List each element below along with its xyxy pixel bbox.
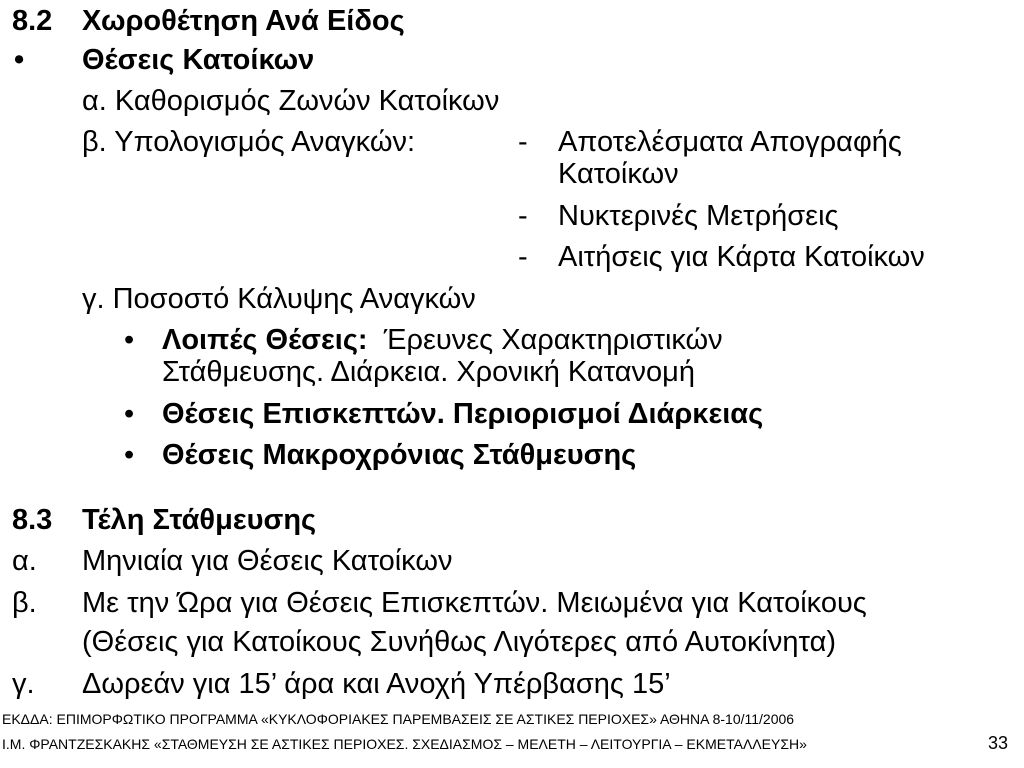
- item-needs-calculation: β. Υπολογισμός Αναγκών:: [82, 126, 416, 158]
- needs-source-census-cont: Κατοίκων: [558, 158, 679, 190]
- fee-item-marker: β.: [12, 587, 37, 619]
- fee-item-marker: α.: [12, 545, 37, 577]
- fee-item-marker: γ.: [12, 668, 35, 700]
- needs-source-census: Αποτελέσματα Απογραφής: [558, 126, 902, 158]
- fee-item-monthly: Μηνιαία για Θέσεις Κατοίκων: [82, 545, 453, 577]
- other-spaces-text-cont: Στάθμευσης. Διάρκεια. Χρονική Κατανομή: [162, 356, 695, 388]
- footer-author-line: Ι.Μ. ΦΡΑΝΤΖΕΣΚΑΚΗΣ «ΣΤΑΘΜΕΥΣΗ ΣΕ ΑΣΤΙΚΕΣ ΠΕΡΙΟΧΕΣ. ΣΧΕΔΙΑΣΜΟΣ – ΜΕΛΕΤΗ – ΛΕΙΤΟΥΡΓΙΑ – ΕΚΜΕΤΑΛΛΕΥΣΗ»: [2, 736, 807, 752]
- visitor-spaces: Θέσεις Επισκεπτών. Περιορισμοί Διάρκειας: [162, 398, 764, 430]
- other-spaces-text: Έρευνες Χαρακτηριστικών: [383, 324, 723, 356]
- other-spaces-label: Λοιπές Θέσεις:: [162, 324, 368, 356]
- resident-spaces-heading: Θέσεις Κατοίκων: [82, 44, 315, 76]
- item-coverage-rate: γ. Ποσοστό Κάλυψης Αναγκών: [82, 283, 476, 315]
- bullet-marker: •: [124, 324, 135, 356]
- page-number: 33: [988, 733, 1009, 753]
- needs-source-night-counts: Νυκτερινές Μετρήσεις: [558, 200, 839, 232]
- section-8-3-number: 8.3: [12, 504, 53, 536]
- bullet-marker: •: [124, 439, 135, 471]
- needs-source-permit-applications: Αιτήσεις για Κάρτα Κατοίκων: [558, 241, 925, 273]
- dash-marker: -: [518, 200, 528, 232]
- section-8-3-title: Τέλη Στάθμευσης: [82, 504, 317, 536]
- fee-item-free-period: Δωρεάν για 15’ άρα και Ανοχή Υπέρβασης 15’: [82, 668, 671, 700]
- bullet-marker: •: [14, 44, 25, 76]
- section-8-2-title: Χωροθέτηση Ανά Είδος: [82, 5, 405, 37]
- long-term-spaces: Θέσεις Μακροχρόνιας Στάθμευσης: [162, 439, 637, 471]
- fee-item-hourly: Με την Ώρα για Θέσεις Επισκεπτών. Μειωμένα για Κατοίκους: [82, 587, 867, 619]
- dash-marker: -: [518, 126, 528, 158]
- footer-program-line: ΕΚΔΔΑ: ΕΠΙΜΟΡΦΩΤΙΚΟ ΠΡΟΓΡΑΜΜΑ «ΚΥΚΛΟΦΟΡΙΑΚΕΣ ΠΑΡΕΜΒΑΣΕΙΣ ΣΕ ΑΣΤΙΚΕΣ ΠΕΡΙΟΧΕΣ» ΑΘΗΝΑ 8-10/11/2006: [2, 711, 795, 727]
- item-zone-definition: α. Καθορισμός Ζωνών Κατοίκων: [82, 85, 500, 117]
- other-spaces-line: [162, 323, 723, 357]
- section-8-2-number: 8.2: [12, 5, 53, 37]
- dash-marker: -: [518, 241, 528, 273]
- fee-item-hourly-note: (Θέσεις για Κατοίκους Συνήθως Λιγότερες από Αυτοκίνητα): [82, 626, 837, 658]
- bullet-marker: •: [124, 398, 135, 430]
